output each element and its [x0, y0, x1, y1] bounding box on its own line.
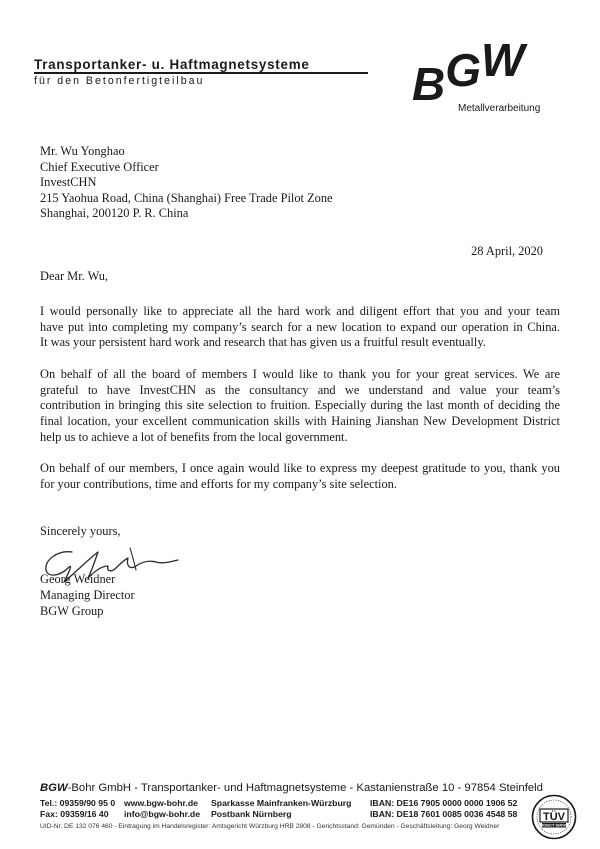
paragraph-2 — [40, 367, 560, 446]
bgw-logo-text — [412, 38, 528, 110]
paragraph-line: final location, your excellent communication skills with Haining Jianshan New Development District — [40, 414, 560, 429]
footer-iban-block — [370, 798, 517, 820]
footer-legal-line: UID-Nr. DE 132 076 460 - Eintragung im Handelsregister: Amtsgericht Würzburg HRB 2808 - Gerichtsstand: Gemünden - Geschäftsleitung: Georg Weidner — [40, 823, 500, 830]
recipient-line: 215 Yaohua Road, China (Shanghai) Free Trade Pilot Zone — [40, 190, 333, 205]
recipient-address — [40, 144, 333, 222]
footer-web-block — [124, 798, 200, 820]
paragraph-1 — [40, 304, 560, 351]
signer-block — [40, 572, 135, 619]
footer-iban-2: IBAN: DE18 7601 0085 0036 4548 58 — [370, 809, 518, 819]
signer-name: Georg Weidner — [40, 572, 116, 586]
paragraph-line: help us to achieve a lot of benefits from the local government. — [40, 429, 348, 444]
paragraph-line: I would personally like to appreciate all the hard work and diligent effort that you and your team — [40, 304, 560, 318]
recipient-line: Shanghai, 200120 P. R. China — [40, 206, 189, 220]
footer-bank-1: Sparkasse Mainfranken-Würzburg — [211, 798, 352, 808]
recipient-line: Mr. Wu Yonghao — [40, 144, 125, 158]
bgw-logo-b: B — [412, 58, 446, 110]
footer-bank-block — [211, 798, 351, 820]
paragraph-line: It was your persistent hard work and research that has given us a fruitful result eventually. — [40, 335, 486, 350]
letter-date: 28 April, 2020 — [471, 244, 543, 258]
letterhead-rule — [34, 72, 368, 74]
closing: Sincerely yours, — [40, 524, 121, 538]
bgw-logo-g: G — [445, 44, 482, 96]
paragraph-line: contribution in bringing this site selection to fruition. Especially during the last month of deciding the — [40, 398, 560, 413]
footer-iban-1: IBAN: DE16 7905 0000 0000 1906 52 — [370, 798, 518, 808]
paragraph-line: grateful to have InvestCHN as the consultancy and we understand and value your team’s — [40, 382, 560, 397]
tuv-cert-icon — [531, 794, 577, 840]
tuv-mark: TÜV — [543, 811, 565, 823]
logo-tagline: Metallverarbeitung — [458, 103, 541, 114]
recipient-line: Chief Executive Officer — [40, 159, 159, 174]
footer-company-line — [40, 782, 543, 794]
footer-company-rest: -Bohr GmbH - Transportanker- und Haftmagnetsysteme - Kastanienstraße 10 - 97854 Steinfeld — [67, 782, 543, 794]
paragraph-3 — [40, 461, 560, 492]
footer-tel: Tel.: 09359/90 95 0 — [40, 798, 116, 808]
signer-company: BGW Group — [40, 603, 104, 618]
footer-fax: Fax: 09359/16 40 — [40, 809, 109, 819]
paragraph-line: On behalf of our members, I once again would like to express my deepest gratitude to you, thank you — [40, 461, 560, 475]
bgw-logo-w: W — [481, 38, 525, 86]
paragraph-line: for your contributions, time and efforts for my company’s site selection. — [40, 476, 397, 491]
footer-email-link[interactable]: info@bgw-bohr.de — [124, 809, 201, 819]
recipient-line: InvestCHN — [40, 175, 97, 189]
footer-phone-block — [40, 798, 115, 820]
footer-bank-2: Postbank Nürnberg — [211, 809, 292, 819]
footer-website-link[interactable]: www.bgw-bohr.de — [124, 798, 198, 808]
paragraph-line: have put into completing my company’s search for a new location to expand our operation in China. — [40, 319, 560, 334]
signer-title: Managing Director — [40, 587, 135, 602]
footer-brand: BGW — [40, 782, 68, 794]
tuv-sub: PRODUCT SERVICE — [538, 823, 570, 828]
paragraph-line: On behalf of all the board of members I would like to thank you for your great services. We are — [40, 367, 560, 381]
letterhead-sub-line: für den Betonfertigteilbau — [34, 75, 205, 87]
letterhead-company-line: Transportanker- u. Haftmagnetsysteme — [34, 57, 310, 72]
salutation: Dear Mr. Wu, — [40, 269, 109, 283]
